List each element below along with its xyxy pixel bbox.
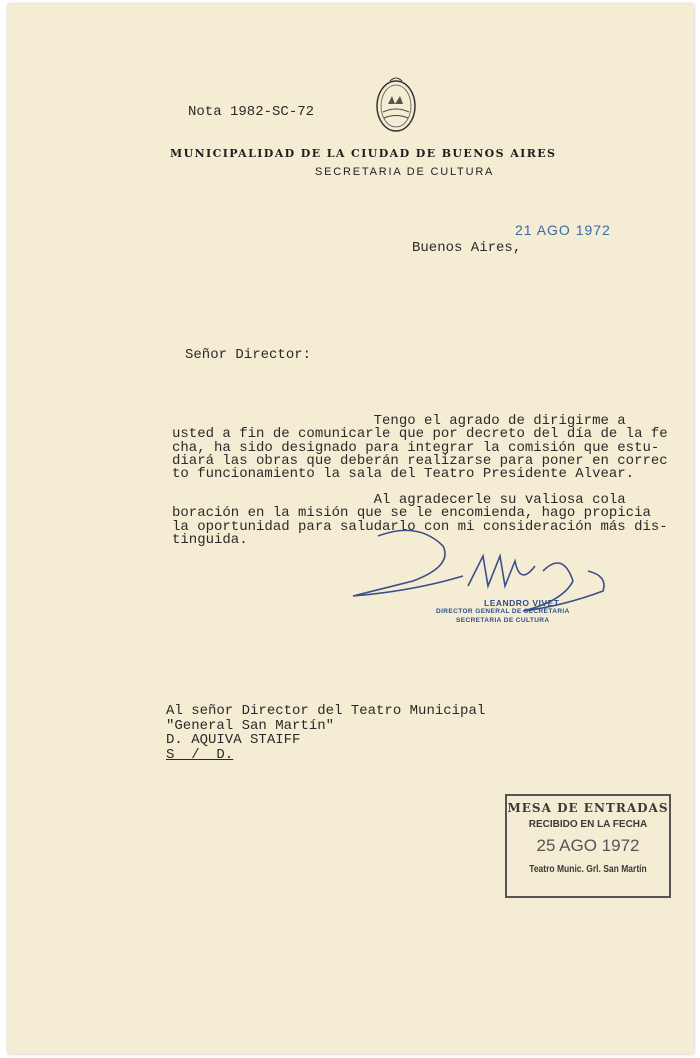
body-line: usted a fin de comunicarle que por decreto del día de la fe — [172, 426, 668, 443]
body-line: tinguida. — [172, 531, 248, 548]
stamp-received-label: RECIBIDO EN LA FECHA — [528, 819, 648, 830]
body-paragraph-1 — [172, 415, 668, 481]
stamp-date: 25 AGO 1972 — [536, 836, 640, 855]
salutation: Señor Director: — [185, 347, 312, 363]
signatory-title: DIRECTOR GENERAL DE SECRETARIA — [436, 608, 570, 615]
body-line: la oportunidad para saludarlo con mi consideración más dis- — [172, 518, 668, 535]
body-line: boración en la misión que se le encomienda, hago propicia — [172, 505, 651, 522]
body-line: Tengo el agrado de dirigirme a — [172, 413, 626, 429]
date-stamp: 21 AGO 1972 — [515, 222, 611, 238]
received-stamp — [505, 794, 671, 898]
recipient-line: "General San Martín" — [166, 717, 335, 734]
recipient-block — [166, 704, 485, 762]
stamp-title: MESA DE ENTRADAS — [507, 801, 669, 815]
recipient-line: Al señor Director del Teatro Municipal — [166, 703, 486, 719]
place: Buenos Aires, — [412, 240, 522, 256]
coat-of-arms-seal — [374, 72, 418, 134]
letter-page — [8, 4, 694, 1054]
stamp-theatre: Teatro Munic. Grl. San Martín — [529, 864, 647, 875]
signatory-office: SECRETARIA DE CULTURA — [456, 617, 550, 624]
body-line: cha, ha sido designado para integrar la comisión que estu- — [172, 439, 660, 456]
recipient-line: D. AQUIVA STAIFF — [166, 732, 301, 748]
body-line: diará las obras que deberán realizarse para poner en correc — [172, 452, 668, 469]
institution-name: MUNICIPALIDAD DE LA CIUDAD DE BUENOS AIRES — [170, 147, 557, 160]
body-line: to funcionamiento la sala del Teatro Presidente Alvear. — [172, 466, 635, 483]
department-name: SECRETARIA DE CULTURA — [315, 166, 495, 178]
note-number: Nota 1982-SC-72 — [188, 104, 315, 120]
recipient-line: S / D. — [166, 746, 234, 763]
body-line: Al agradecerle su valiosa cola — [172, 492, 626, 508]
signatory-name: LEANDRO VIVET — [484, 598, 560, 608]
